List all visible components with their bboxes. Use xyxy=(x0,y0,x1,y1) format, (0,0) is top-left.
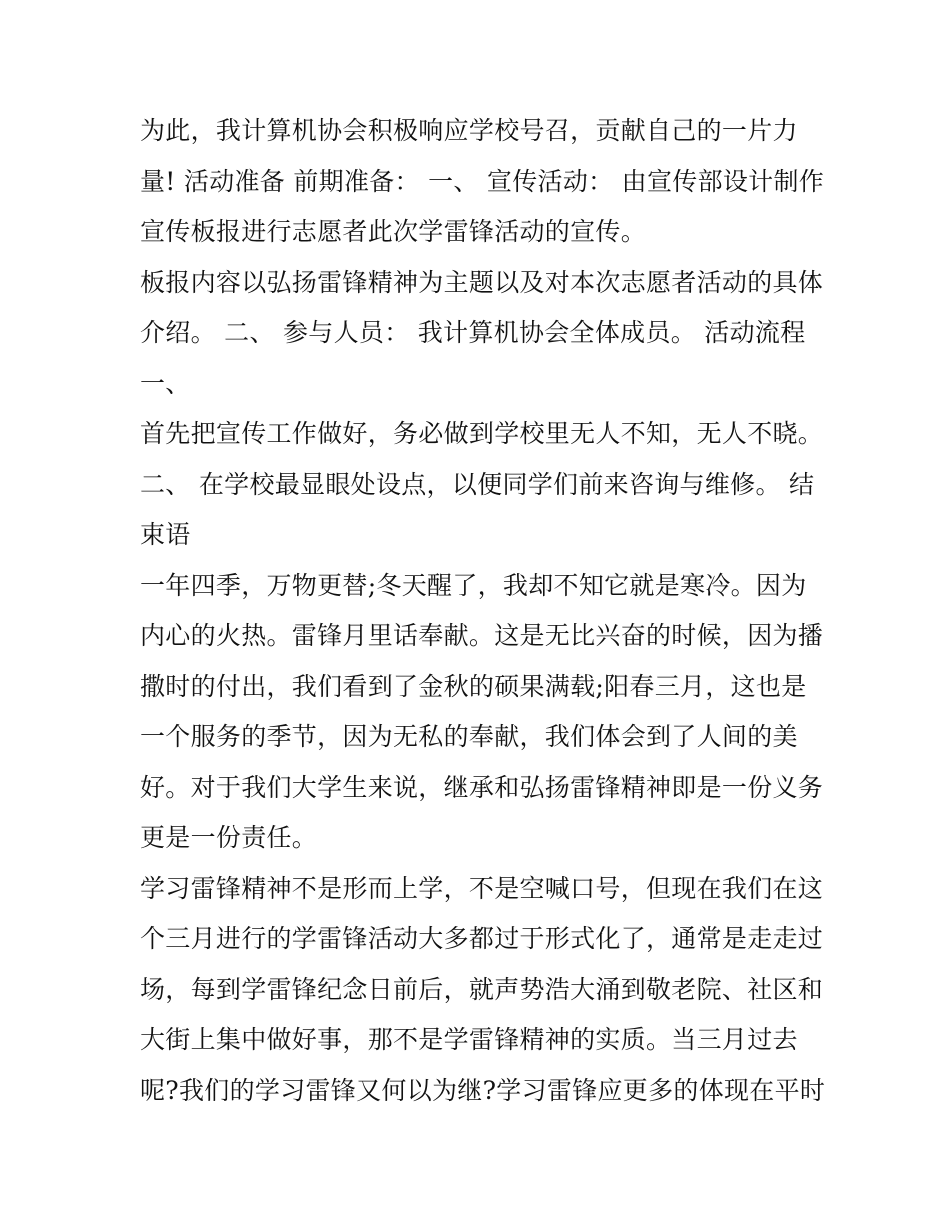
text-line: 介绍。 二、 参与人员： 我计算机协会全体成员。 活动流程 xyxy=(140,318,806,347)
text-line: 为此，我计算机协会积极响应学校号召，贡献自己的一片力 xyxy=(140,116,798,145)
text-line: 量! 活动准备 前期准备： 一、 宣传活动： 由宣传部设计制作 xyxy=(140,166,825,196)
text-line: 学习雷锋精神不是形而上学，不是空喊口号，但现在我们在这 xyxy=(140,873,824,903)
text-line: 内心的火热。雷锋月里话奉献。这是无比兴奋的时候，因为播 xyxy=(140,621,824,650)
text-line: 板报内容以弘扬雷锋精神为主题以及对本次志愿者活动的具体 xyxy=(140,267,824,297)
text-line: 撒时的付出，我们看到了金秋的硕果满载;阳春三月，这也是 xyxy=(140,671,807,701)
text-line: 好。对于我们大学生来说，继承和弘扬雷锋精神即是一份义务 xyxy=(140,772,824,802)
text-line: 个三月进行的学雷锋活动大多都过于形式化了，通常是走走过 xyxy=(140,924,824,953)
document-body xyxy=(140,106,826,1116)
text-line: 二、 在学校最显眼处设点，以便同学们前来咨询与维修。 结 xyxy=(140,469,815,499)
text-line: 宣传板报进行志愿者此次学雷锋活动的宣传。 xyxy=(140,217,647,246)
text-line: 一、 xyxy=(140,368,191,398)
text-line: 束语 xyxy=(140,520,191,549)
text-line: 一年四季，万物更替;冬天醒了，我却不知它就是寒冷。因为 xyxy=(140,570,807,600)
text-line: 一个服务的季节，因为无私的奉献，我们体会到了人间的美 xyxy=(140,722,798,751)
text-line: 更是一份责任。 xyxy=(140,823,318,852)
text-line: 场，每到学雷锋纪念日前后，就声势浩大涌到敬老院、社区和 xyxy=(140,974,824,1004)
text-line: 首先把宣传工作做好，务必做到学校里无人不知，无人不晓。 xyxy=(140,419,824,448)
text-line: 呢?我们的学习雷锋又何以为继?学习雷锋应更多的体现在平时 xyxy=(140,1075,826,1105)
text-line: 大街上集中做好事，那不是学雷锋精神的实质。当三月过去 xyxy=(140,1025,798,1054)
